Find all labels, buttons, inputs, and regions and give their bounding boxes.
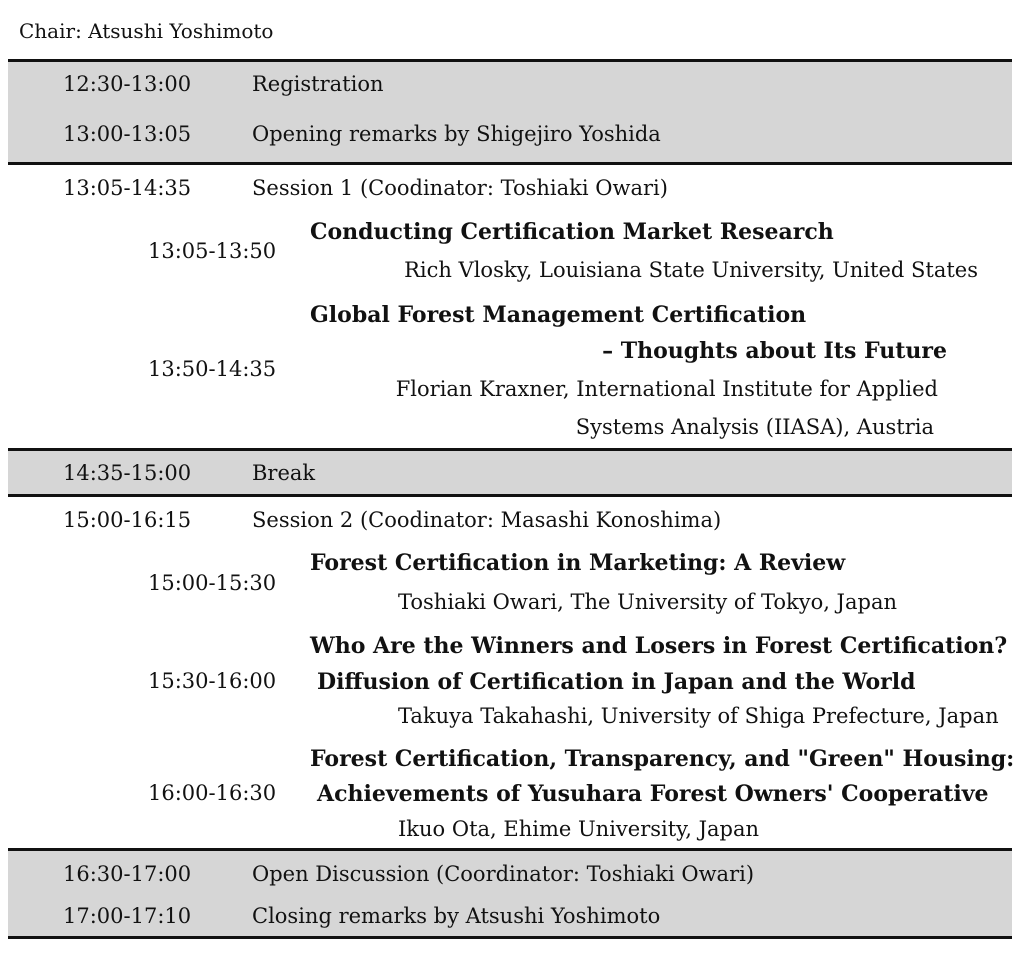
registration-label: Registration <box>252 72 384 96</box>
registration-time: 12:30-13:00 <box>63 72 192 96</box>
opening-label: Opening remarks by Shigejiro Yoshida <box>252 122 661 146</box>
talk-speaker: Rich Vlosky, Louisiana State University, United States <box>404 258 978 282</box>
talk-title: Who Are the Winners and Losers in Forest Certification? <box>310 633 1008 659</box>
talk-time: 15:30-16:00 <box>148 669 277 693</box>
break-label: Break <box>252 461 316 485</box>
chair-label: Chair: Atsushi Yoshimoto <box>19 19 274 43</box>
session2-label: Session 2 (Coodinator: Masashi Konoshima) <box>252 508 722 532</box>
closing-label: Closing remarks by Atsushi Yoshimoto <box>252 904 661 928</box>
session1-time: 13:05-14:35 <box>63 176 192 200</box>
break-time: 14:35-15:00 <box>63 461 192 485</box>
talk-time: 13:05-13:50 <box>148 239 277 263</box>
talk-title-continued: Diffusion of Certification in Japan and the World <box>317 669 916 695</box>
discussion-time: 16:30-17:00 <box>63 862 192 886</box>
top-rule <box>8 59 1012 62</box>
rule-after-break <box>8 494 1012 497</box>
talk-title-continued: Achievements of Yusuhara Forest Owners' Cooperative <box>317 781 989 807</box>
talk-speaker: Takuya Takahashi, University of Shiga Prefecture, Japan <box>398 704 999 728</box>
talk-speaker-continued: Systems Analysis (IIASA), Austria <box>575 415 934 439</box>
rule-after-opening <box>8 162 1012 165</box>
session1-label: Session 1 (Coodinator: Toshiaki Owari) <box>252 176 668 200</box>
talk-time: 13:50-14:35 <box>148 357 277 381</box>
session2-time: 15:00-16:15 <box>63 508 192 532</box>
talk-speaker: Florian Kraxner, International Institute for Applied <box>395 377 938 401</box>
talk-title: Conducting Certification Market Research <box>310 219 834 245</box>
talk-title: Global Forest Management Certification <box>310 302 807 328</box>
opening-time: 13:00-13:05 <box>63 122 192 146</box>
talk-time: 15:00-15:30 <box>148 571 277 595</box>
talk-title: Forest Certification, Transparency, and "Green" Housing: <box>310 746 1015 772</box>
talk-speaker: Toshiaki Owari, The University of Tokyo, Japan <box>398 590 897 614</box>
rule-before-discussion <box>8 848 1012 851</box>
talk-speaker: Ikuo Ota, Ehime University, Japan <box>398 817 760 841</box>
talk-title: Forest Certification in Marketing: A Review <box>310 550 846 576</box>
rule-before-break <box>8 448 1012 451</box>
closing-time: 17:00-17:10 <box>63 904 192 928</box>
talk-time: 16:00-16:30 <box>148 781 277 805</box>
bottom-rule <box>8 936 1012 939</box>
discussion-label: Open Discussion (Coordinator: Toshiaki Owari) <box>252 862 755 886</box>
talk-title-continued: – Thoughts about Its Future <box>602 338 947 364</box>
